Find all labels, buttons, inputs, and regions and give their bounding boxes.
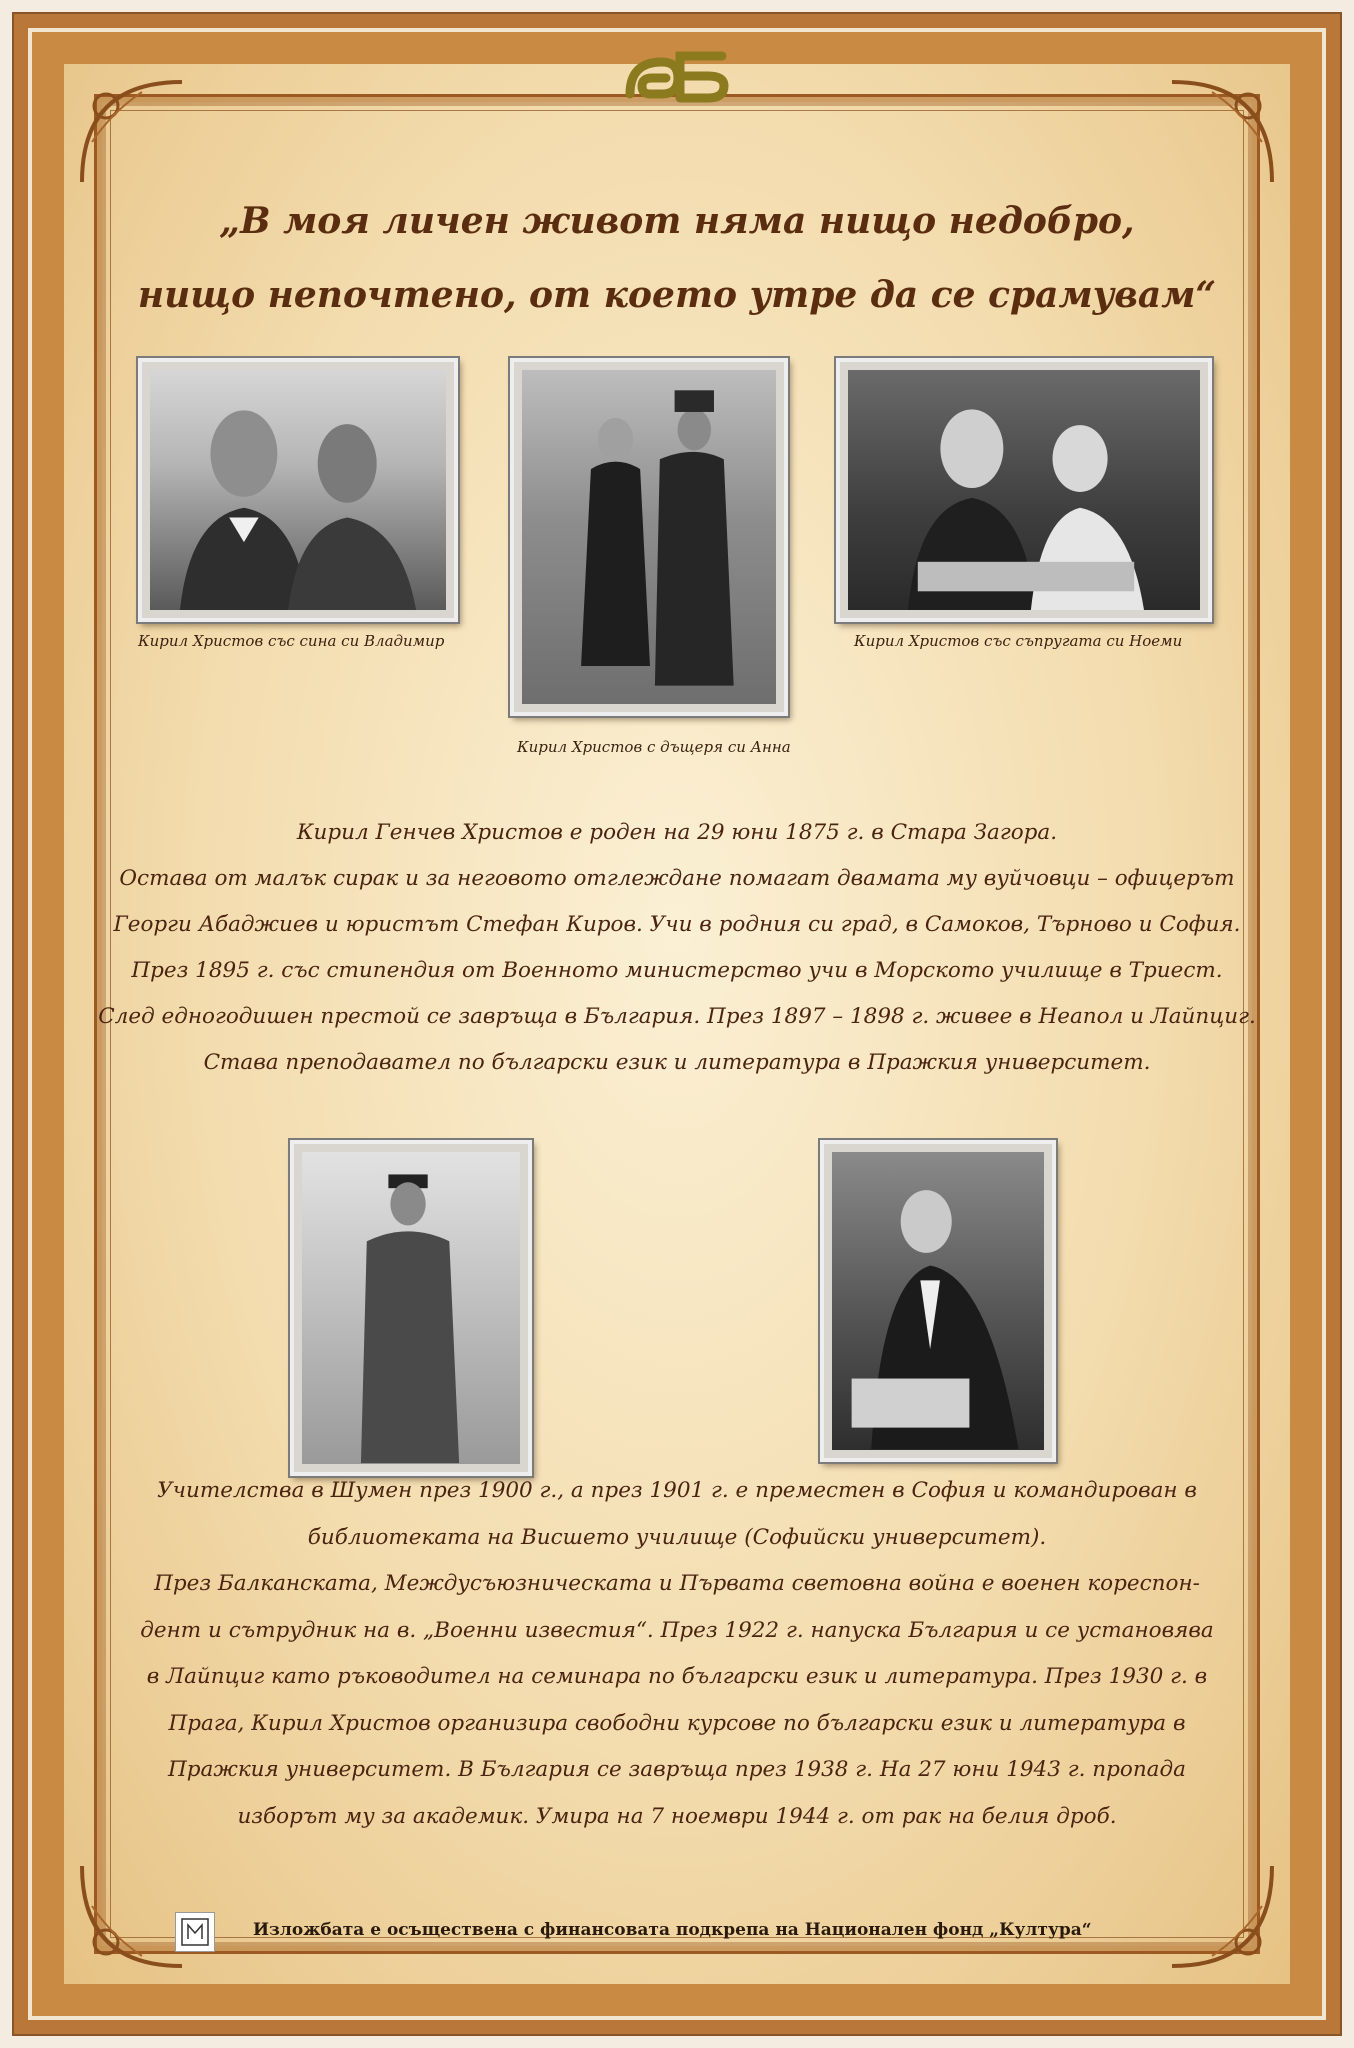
portrait-silhouette-icon bbox=[150, 370, 446, 610]
culture-fund-logo-icon bbox=[175, 1912, 215, 1952]
text-line: Учителства в Шумен през 1900 г., а през 1901 г. е преместен в София и командирован в bbox=[157, 1478, 1197, 1503]
corner-flourish-icon bbox=[1162, 72, 1282, 192]
photo-caption: Кирил Христов със сина си Владимир bbox=[138, 632, 445, 650]
quote-line: „В моя личен живот няма нищо недобро, bbox=[219, 200, 1135, 242]
photo-image bbox=[150, 370, 446, 610]
portrait-silhouette-icon bbox=[302, 1152, 520, 1464]
text-line: Пражкия университет. В България се завръща през 1938 г. На 27 юни 1943 г. пропада bbox=[168, 1757, 1186, 1782]
text-line: Кирил Генчев Христов е роден на 29 юни 1875 г. в Стара Загора. bbox=[296, 820, 1058, 845]
corner-flourish-icon bbox=[72, 1856, 192, 1976]
text-line: Прага, Кирил Христов организира свободни курсове по български език и литература в bbox=[168, 1710, 1186, 1736]
photo-with-wife bbox=[836, 358, 1212, 622]
biography-paragraph-2 bbox=[70, 1468, 1284, 1840]
portrait-silhouette-icon bbox=[832, 1152, 1044, 1450]
footer-text: Изложбата е осъществена с финансовата подкрепа на Национален фонд „Култура“ bbox=[253, 1920, 1092, 1940]
quote-line: нищо непочтено, от което утре да се срамувам“ bbox=[137, 274, 1217, 316]
text-line: изборът му за академик. Умира на 7 ноември 1944 г. от рак на белия дроб. bbox=[237, 1803, 1117, 1829]
portrait-silhouette-icon bbox=[848, 370, 1200, 610]
corner-flourish-icon bbox=[72, 72, 192, 192]
text-line: библиотеката на Висшето училище (Софийски университет). bbox=[307, 1524, 1047, 1550]
text-line: в Лайпциг като ръководител на семинара по български език и литература. През 1930 г. в bbox=[146, 1664, 1208, 1689]
text-line: Остава от малък сирак и за неговото отглеждане помагат двамата му вуйчовци – офицерът bbox=[119, 866, 1235, 891]
museum-logo-icon bbox=[622, 44, 732, 116]
text-line: След едногодишен престой се завръща в България. През 1897 – 1898 г. живее в Неапол и Лайпциг. bbox=[98, 1004, 1256, 1029]
text-line: дент и сътрудник на в. „Военни известия“. През 1922 г. напуска България и се установява bbox=[140, 1617, 1214, 1643]
text-line: През 1895 г. със стипендия от Военното министерство учи в Морското училище в Триест. bbox=[131, 958, 1223, 983]
biography-paragraph-1 bbox=[70, 810, 1284, 1086]
photo-image bbox=[522, 370, 776, 704]
photo-with-daughter bbox=[510, 358, 788, 716]
text-line: През Балканската, Междусъюзническата и Първата световна война е военен кореспон- bbox=[154, 1571, 1200, 1596]
title-quote bbox=[0, 190, 1354, 326]
photo-in-uniform bbox=[290, 1140, 532, 1476]
photo-caption: Кирил Христов със съпругата си Ноеми bbox=[854, 632, 1183, 650]
photo-image bbox=[302, 1152, 520, 1464]
corner-flourish-icon bbox=[1162, 1856, 1282, 1976]
portrait-silhouette-icon bbox=[522, 370, 776, 704]
photo-with-son bbox=[138, 358, 458, 622]
photo-caption: Кирил Христов с дъщеря си Анна bbox=[517, 738, 791, 756]
photo-seated-portrait bbox=[820, 1140, 1056, 1462]
text-line: Георги Абаджиев и юристът Стефан Киров. Учи в родния си град, в Самоков, Търново и София. bbox=[113, 912, 1241, 937]
photo-image bbox=[848, 370, 1200, 610]
text-line: Става преподавател по български език и литература в Пражкия университет. bbox=[203, 1050, 1151, 1075]
photo-image bbox=[832, 1152, 1044, 1450]
footer-credits bbox=[175, 1912, 1125, 1952]
